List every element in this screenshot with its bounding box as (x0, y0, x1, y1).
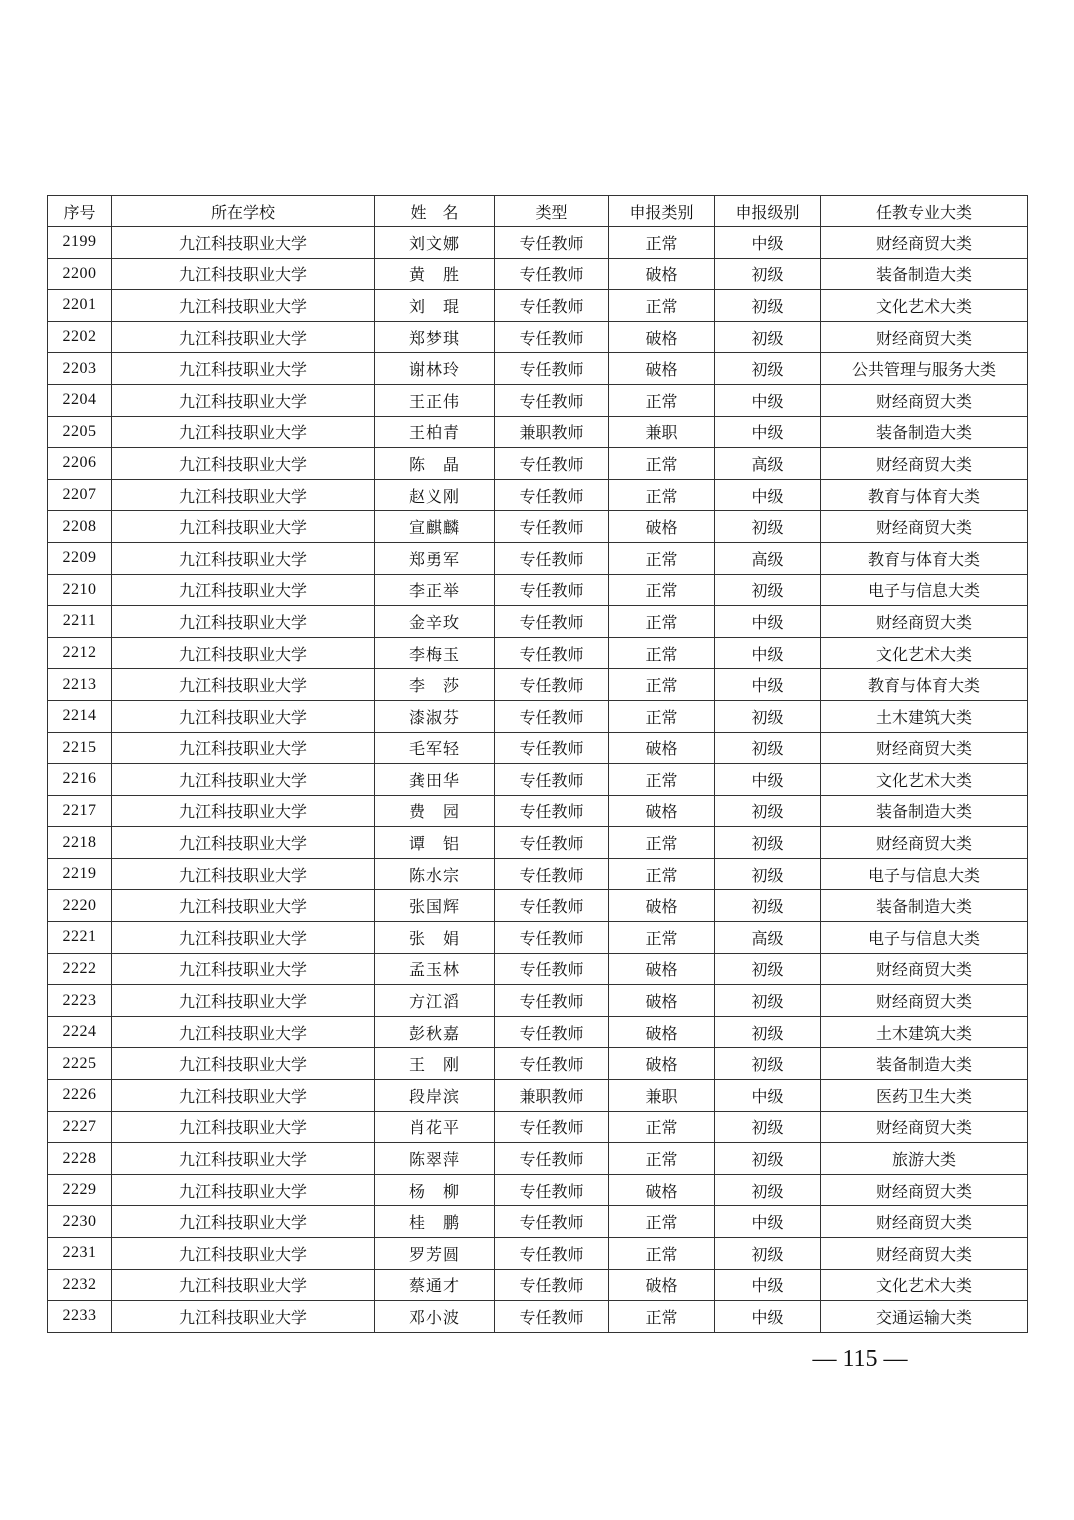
header-no: 序号 (48, 196, 112, 227)
cell-level: 中级 (715, 606, 821, 638)
cell-school: 九江科技职业大学 (112, 384, 375, 416)
cell-school: 九江科技职业大学 (112, 1048, 375, 1080)
cell-school: 九江科技职业大学 (112, 1269, 375, 1301)
cell-type: 专任教师 (495, 227, 609, 259)
cell-name: 王 刚 (375, 1048, 495, 1080)
table-row (48, 258, 1028, 290)
table-row (48, 542, 1028, 574)
cell-category: 破格 (609, 258, 715, 290)
cell-name: 郑梦琪 (375, 321, 495, 353)
table-row (48, 448, 1028, 480)
cell-major: 财经商贸大类 (821, 511, 1028, 543)
cell-category: 兼职 (609, 1080, 715, 1112)
cell-type: 专任教师 (495, 479, 609, 511)
cell-no: 2203 (48, 353, 112, 385)
cell-level: 初级 (715, 985, 821, 1017)
cell-no: 2217 (48, 795, 112, 827)
cell-no: 2227 (48, 1111, 112, 1143)
cell-no: 2229 (48, 1174, 112, 1206)
cell-category: 破格 (609, 1048, 715, 1080)
cell-name: 漆淑芬 (375, 700, 495, 732)
table-row (48, 606, 1028, 638)
cell-major: 教育与体育大类 (821, 669, 1028, 701)
cell-major: 财经商贸大类 (821, 985, 1028, 1017)
cell-level: 中级 (715, 1301, 821, 1333)
cell-category: 正常 (609, 1111, 715, 1143)
cell-type: 专任教师 (495, 353, 609, 385)
cell-level: 中级 (715, 416, 821, 448)
table-row (48, 1269, 1028, 1301)
cell-type: 专任教师 (495, 448, 609, 480)
cell-type: 专任教师 (495, 1111, 609, 1143)
cell-major: 财经商贸大类 (821, 1206, 1028, 1238)
cell-school: 九江科技职业大学 (112, 985, 375, 1017)
cell-name: 李正举 (375, 574, 495, 606)
table-row (48, 321, 1028, 353)
cell-category: 正常 (609, 227, 715, 259)
cell-school: 九江科技职业大学 (112, 953, 375, 985)
cell-level: 初级 (715, 574, 821, 606)
cell-school: 九江科技职业大学 (112, 511, 375, 543)
table-row (48, 827, 1028, 859)
cell-major: 医药卫生大类 (821, 1080, 1028, 1112)
cell-category: 正常 (609, 448, 715, 480)
cell-level: 初级 (715, 511, 821, 543)
cell-level: 中级 (715, 1206, 821, 1238)
applicant-table (47, 195, 1028, 1333)
cell-school: 九江科技职业大学 (112, 1111, 375, 1143)
cell-category: 破格 (609, 321, 715, 353)
cell-type: 专任教师 (495, 732, 609, 764)
cell-major: 文化艺术大类 (821, 764, 1028, 796)
cell-major: 文化艺术大类 (821, 637, 1028, 669)
cell-level: 中级 (715, 384, 821, 416)
cell-major: 财经商贸大类 (821, 1111, 1028, 1143)
cell-name: 蔡通才 (375, 1269, 495, 1301)
cell-no: 2225 (48, 1048, 112, 1080)
cell-no: 2202 (48, 321, 112, 353)
cell-school: 九江科技职业大学 (112, 1143, 375, 1175)
cell-category: 正常 (609, 384, 715, 416)
cell-type: 专任教师 (495, 1016, 609, 1048)
cell-level: 初级 (715, 1238, 821, 1270)
cell-level: 初级 (715, 290, 821, 322)
cell-level: 中级 (715, 1080, 821, 1112)
cell-category: 正常 (609, 669, 715, 701)
cell-type: 专任教师 (495, 953, 609, 985)
cell-type: 专任教师 (495, 890, 609, 922)
cell-major: 财经商贸大类 (821, 732, 1028, 764)
cell-type: 专任教师 (495, 511, 609, 543)
cell-category: 正常 (609, 858, 715, 890)
cell-no: 2226 (48, 1080, 112, 1112)
cell-school: 九江科技职业大学 (112, 1174, 375, 1206)
table-row (48, 795, 1028, 827)
table-row (48, 416, 1028, 448)
cell-school: 九江科技职业大学 (112, 448, 375, 480)
cell-no: 2201 (48, 290, 112, 322)
cell-name: 段岸滨 (375, 1080, 495, 1112)
cell-no: 2199 (48, 227, 112, 259)
cell-name: 彭秋嘉 (375, 1016, 495, 1048)
cell-type: 专任教师 (495, 1301, 609, 1333)
cell-school: 九江科技职业大学 (112, 922, 375, 954)
cell-school: 九江科技职业大学 (112, 858, 375, 890)
cell-name: 方江滔 (375, 985, 495, 1017)
header-name: 姓 名 (375, 196, 495, 227)
cell-name: 孟玉林 (375, 953, 495, 985)
cell-major: 装备制造大类 (821, 890, 1028, 922)
cell-category: 正常 (609, 637, 715, 669)
table-row (48, 574, 1028, 606)
cell-level: 初级 (715, 795, 821, 827)
cell-name: 李梅玉 (375, 637, 495, 669)
cell-name: 张 娟 (375, 922, 495, 954)
cell-name: 桂 鹏 (375, 1206, 495, 1238)
cell-type: 专任教师 (495, 542, 609, 574)
cell-category: 破格 (609, 353, 715, 385)
cell-school: 九江科技职业大学 (112, 827, 375, 859)
cell-category: 破格 (609, 953, 715, 985)
cell-no: 2207 (48, 479, 112, 511)
cell-type: 专任教师 (495, 258, 609, 290)
cell-school: 九江科技职业大学 (112, 479, 375, 511)
cell-no: 2221 (48, 922, 112, 954)
cell-category: 正常 (609, 764, 715, 796)
cell-school: 九江科技职业大学 (112, 227, 375, 259)
cell-level: 高级 (715, 922, 821, 954)
table-row (48, 1080, 1028, 1112)
cell-level: 初级 (715, 953, 821, 985)
cell-level: 初级 (715, 1174, 821, 1206)
table-row (48, 384, 1028, 416)
cell-type: 专任教师 (495, 637, 609, 669)
cell-type: 专任教师 (495, 1269, 609, 1301)
cell-type: 专任教师 (495, 1143, 609, 1175)
cell-level: 初级 (715, 1048, 821, 1080)
cell-no: 2213 (48, 669, 112, 701)
cell-type: 专任教师 (495, 321, 609, 353)
cell-no: 2210 (48, 574, 112, 606)
table-row (48, 1111, 1028, 1143)
cell-major: 装备制造大类 (821, 258, 1028, 290)
cell-name: 刘 琨 (375, 290, 495, 322)
cell-major: 公共管理与服务大类 (821, 353, 1028, 385)
cell-name: 杨 柳 (375, 1174, 495, 1206)
cell-category: 破格 (609, 511, 715, 543)
cell-school: 九江科技职业大学 (112, 732, 375, 764)
table-row (48, 353, 1028, 385)
cell-school: 九江科技职业大学 (112, 574, 375, 606)
cell-school: 九江科技职业大学 (112, 321, 375, 353)
cell-type: 专任教师 (495, 574, 609, 606)
cell-name: 王柏青 (375, 416, 495, 448)
table-row (48, 922, 1028, 954)
cell-no: 2212 (48, 637, 112, 669)
cell-no: 2218 (48, 827, 112, 859)
cell-name: 陈 晶 (375, 448, 495, 480)
cell-category: 正常 (609, 1143, 715, 1175)
cell-no: 2223 (48, 985, 112, 1017)
cell-level: 初级 (715, 258, 821, 290)
cell-level: 初级 (715, 732, 821, 764)
cell-school: 九江科技职业大学 (112, 290, 375, 322)
table-row (48, 290, 1028, 322)
cell-school: 九江科技职业大学 (112, 258, 375, 290)
cell-major: 财经商贸大类 (821, 227, 1028, 259)
cell-no: 2232 (48, 1269, 112, 1301)
table-row (48, 479, 1028, 511)
cell-major: 电子与信息大类 (821, 574, 1028, 606)
cell-school: 九江科技职业大学 (112, 795, 375, 827)
cell-level: 初级 (715, 1143, 821, 1175)
cell-no: 2220 (48, 890, 112, 922)
cell-category: 破格 (609, 1016, 715, 1048)
cell-no: 2222 (48, 953, 112, 985)
cell-major: 财经商贸大类 (821, 1174, 1028, 1206)
cell-category: 正常 (609, 574, 715, 606)
cell-type: 专任教师 (495, 858, 609, 890)
cell-major: 装备制造大类 (821, 795, 1028, 827)
cell-major: 文化艺术大类 (821, 1269, 1028, 1301)
cell-type: 专任教师 (495, 1238, 609, 1270)
cell-no: 2214 (48, 700, 112, 732)
cell-level: 中级 (715, 637, 821, 669)
cell-name: 郑勇军 (375, 542, 495, 574)
table-row (48, 985, 1028, 1017)
cell-name: 费 园 (375, 795, 495, 827)
cell-category: 破格 (609, 795, 715, 827)
cell-level: 初级 (715, 890, 821, 922)
cell-type: 专任教师 (495, 290, 609, 322)
table-row (48, 890, 1028, 922)
cell-major: 交通运输大类 (821, 1301, 1028, 1333)
table-row (48, 669, 1028, 701)
cell-name: 赵义刚 (375, 479, 495, 511)
header-row (48, 196, 1028, 227)
cell-major: 财经商贸大类 (821, 448, 1028, 480)
cell-level: 中级 (715, 764, 821, 796)
cell-level: 初级 (715, 858, 821, 890)
cell-major: 财经商贸大类 (821, 321, 1028, 353)
cell-category: 兼职 (609, 416, 715, 448)
cell-level: 中级 (715, 669, 821, 701)
cell-school: 九江科技职业大学 (112, 669, 375, 701)
cell-name: 陈水宗 (375, 858, 495, 890)
cell-major: 文化艺术大类 (821, 290, 1028, 322)
table-row (48, 764, 1028, 796)
cell-level: 初级 (715, 700, 821, 732)
cell-school: 九江科技职业大学 (112, 764, 375, 796)
cell-name: 谢林玲 (375, 353, 495, 385)
cell-name: 李 莎 (375, 669, 495, 701)
cell-type: 专任教师 (495, 795, 609, 827)
cell-type: 兼职教师 (495, 416, 609, 448)
table-row (48, 1174, 1028, 1206)
cell-school: 九江科技职业大学 (112, 700, 375, 732)
cell-major: 电子与信息大类 (821, 858, 1028, 890)
cell-no: 2209 (48, 542, 112, 574)
cell-major: 财经商贸大类 (821, 606, 1028, 638)
cell-no: 2228 (48, 1143, 112, 1175)
cell-category: 正常 (609, 827, 715, 859)
cell-no: 2200 (48, 258, 112, 290)
cell-level: 高级 (715, 448, 821, 480)
cell-name: 王正伟 (375, 384, 495, 416)
table-row (48, 1238, 1028, 1270)
table-row (48, 1206, 1028, 1238)
cell-school: 九江科技职业大学 (112, 606, 375, 638)
table-row (48, 1048, 1028, 1080)
cell-level: 初级 (715, 827, 821, 859)
cell-category: 正常 (609, 542, 715, 574)
cell-type: 专任教师 (495, 700, 609, 732)
cell-school: 九江科技职业大学 (112, 1080, 375, 1112)
cell-major: 教育与体育大类 (821, 542, 1028, 574)
cell-category: 正常 (609, 1206, 715, 1238)
cell-no: 2204 (48, 384, 112, 416)
cell-category: 正常 (609, 1238, 715, 1270)
cell-type: 专任教师 (495, 764, 609, 796)
cell-no: 2231 (48, 1238, 112, 1270)
cell-name: 龚田华 (375, 764, 495, 796)
cell-name: 肖花平 (375, 1111, 495, 1143)
cell-category: 破格 (609, 985, 715, 1017)
cell-major: 旅游大类 (821, 1143, 1028, 1175)
table-row (48, 858, 1028, 890)
table-row (48, 1143, 1028, 1175)
cell-no: 2230 (48, 1206, 112, 1238)
cell-type: 专任教师 (495, 606, 609, 638)
cell-name: 陈翠萍 (375, 1143, 495, 1175)
cell-name: 邓小波 (375, 1301, 495, 1333)
cell-no: 2211 (48, 606, 112, 638)
cell-category: 正常 (609, 1301, 715, 1333)
cell-category: 正常 (609, 922, 715, 954)
cell-no: 2219 (48, 858, 112, 890)
cell-major: 财经商贸大类 (821, 384, 1028, 416)
header-level: 申报级别 (715, 196, 821, 227)
page-number: — 115 — (812, 1346, 908, 1372)
cell-category: 正常 (609, 606, 715, 638)
table-body (48, 227, 1028, 1333)
cell-no: 2216 (48, 764, 112, 796)
cell-type: 专任教师 (495, 1206, 609, 1238)
cell-school: 九江科技职业大学 (112, 353, 375, 385)
cell-no: 2205 (48, 416, 112, 448)
cell-type: 专任教师 (495, 1048, 609, 1080)
cell-name: 罗芳圆 (375, 1238, 495, 1270)
cell-no: 2215 (48, 732, 112, 764)
cell-no: 2206 (48, 448, 112, 480)
cell-school: 九江科技职业大学 (112, 637, 375, 669)
cell-no: 2233 (48, 1301, 112, 1333)
cell-type: 兼职教师 (495, 1080, 609, 1112)
cell-major: 财经商贸大类 (821, 953, 1028, 985)
cell-level: 中级 (715, 227, 821, 259)
cell-major: 土木建筑大类 (821, 1016, 1028, 1048)
cell-school: 九江科技职业大学 (112, 416, 375, 448)
cell-category: 破格 (609, 732, 715, 764)
table-row (48, 1301, 1028, 1333)
cell-name: 谭 铝 (375, 827, 495, 859)
cell-name: 宣麒麟 (375, 511, 495, 543)
cell-level: 中级 (715, 479, 821, 511)
table-row (48, 511, 1028, 543)
cell-category: 正常 (609, 479, 715, 511)
cell-name: 张国辉 (375, 890, 495, 922)
table-row (48, 227, 1028, 259)
cell-school: 九江科技职业大学 (112, 542, 375, 574)
cell-major: 财经商贸大类 (821, 1238, 1028, 1270)
cell-major: 土木建筑大类 (821, 700, 1028, 732)
cell-level: 初级 (715, 321, 821, 353)
cell-name: 金辛玫 (375, 606, 495, 638)
cell-major: 装备制造大类 (821, 416, 1028, 448)
table-row (48, 637, 1028, 669)
cell-type: 专任教师 (495, 922, 609, 954)
cell-level: 初级 (715, 353, 821, 385)
cell-school: 九江科技职业大学 (112, 1206, 375, 1238)
cell-type: 专任教师 (495, 985, 609, 1017)
cell-school: 九江科技职业大学 (112, 1016, 375, 1048)
cell-school: 九江科技职业大学 (112, 1238, 375, 1270)
table-row (48, 953, 1028, 985)
cell-level: 高级 (715, 542, 821, 574)
cell-major: 财经商贸大类 (821, 827, 1028, 859)
header-school: 所在学校 (112, 196, 375, 227)
cell-type: 专任教师 (495, 384, 609, 416)
cell-category: 破格 (609, 890, 715, 922)
cell-category: 破格 (609, 1174, 715, 1206)
cell-name: 毛军轻 (375, 732, 495, 764)
cell-category: 破格 (609, 1269, 715, 1301)
cell-level: 初级 (715, 1016, 821, 1048)
cell-school: 九江科技职业大学 (112, 890, 375, 922)
cell-school: 九江科技职业大学 (112, 1301, 375, 1333)
cell-type: 专任教师 (495, 1174, 609, 1206)
cell-category: 正常 (609, 700, 715, 732)
cell-major: 电子与信息大类 (821, 922, 1028, 954)
cell-name: 刘文娜 (375, 227, 495, 259)
cell-type: 专任教师 (495, 827, 609, 859)
cell-no: 2224 (48, 1016, 112, 1048)
header-category: 申报类别 (609, 196, 715, 227)
cell-category: 正常 (609, 290, 715, 322)
cell-no: 2208 (48, 511, 112, 543)
table-row (48, 1016, 1028, 1048)
cell-major: 装备制造大类 (821, 1048, 1028, 1080)
header-major: 任教专业大类 (821, 196, 1028, 227)
cell-level: 中级 (715, 1269, 821, 1301)
header-type: 类型 (495, 196, 609, 227)
cell-major: 教育与体育大类 (821, 479, 1028, 511)
cell-type: 专任教师 (495, 669, 609, 701)
cell-level: 初级 (715, 1111, 821, 1143)
cell-name: 黄 胜 (375, 258, 495, 290)
table-row (48, 700, 1028, 732)
table-row (48, 732, 1028, 764)
